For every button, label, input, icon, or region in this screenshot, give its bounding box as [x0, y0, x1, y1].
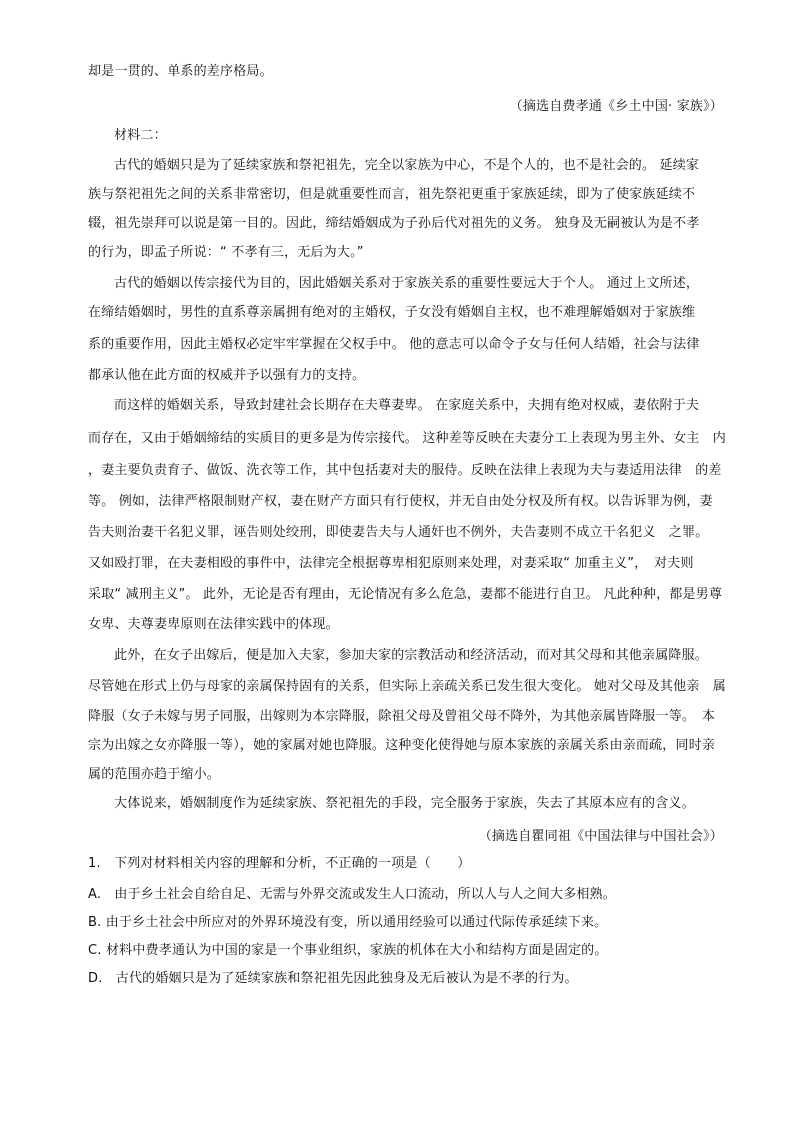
section-heading: 材料二：	[114, 128, 167, 143]
paragraph-line: 女卑、夫尊妻卑原则在法律实践中的体现。	[88, 617, 339, 632]
paragraph-line: ，妻主要负责育子、做饭、洗衣等工作，其中包括妻对夫的服侍。反映在法律上表现为夫与妻适用法律 的差	[88, 463, 722, 478]
paragraph-line: 在缔结婚姻时，男性的直系尊亲属拥有绝对的主婚权，子女没有婚姻自主权，也不难理解婚姻对于家族维	[88, 305, 696, 320]
option-c: C. 材料中费孝通认为中国的家是一个事业组织，家族的机体在大小和结构方面是固定的。	[88, 943, 608, 958]
paragraph-line: 降服（女子未嫁与男子同服，出嫁则为本宗降服，除祖父母及曾祖父母不降外，为其他亲属皆降服一等。 本	[88, 709, 716, 724]
paragraph-line: 告夫则治妻干名犯义罪，诬告则处绞刑，即使妻告夫与人通奸也不例外，夫告妻则不成立干名犯义 之罪。	[88, 525, 709, 540]
paragraph-line: 而存在，又由于婚姻缔结的实质目的更多是为传宗接代。 这种差等反映在夫妻分工上表现为男主外、女主 内	[88, 431, 726, 446]
paragraph-line: 尽管她在形式上仍与母家的亲属保持固有的关系，但实际上亲疏关系已发生很大变化。 她对父母及其他亲 属	[88, 679, 726, 694]
source-citation: （摘选自瞿同祖《中国法律与中国社会》）	[478, 829, 723, 844]
paragraph-line: 系的重要作用，因此主婚权必定牢牢掌握在父权手中。 他的意志可以命令子女与任何人结婚，社会与法律	[88, 337, 700, 352]
paragraph-line: 等。 例如，法律严格限制财产权，妻在财产方面只有行使权，并无自由处分权及所有权。以告诉罪为例，妻	[88, 494, 713, 509]
paragraph-line: 又如殴打罪，在夫妻相殴的事件中，法律完全根据尊卑相犯原则来处理，对妻采取“ 加重主义”， 对夫则	[88, 556, 694, 571]
paragraph-line: 族与祭祀祖先之间的关系非常密切，但是就重要性而言，祖先祭祀更重于家族延续，即为了使家族延续不	[88, 187, 696, 202]
paragraph-line: 的行为，即孟子所说：“ 不孝有三，无后为大。”	[88, 245, 364, 260]
paragraph-line: 古代的婚姻只是为了延续家族和祭祀祖先，完全以家族为中心，不是个人的，也不是社会的。 延续家	[114, 158, 700, 173]
paragraph-line: 大体说来，婚姻制度作为延续家族、祭祀祖先的手段，完全服务于家族，失去了其原本应有的含义。	[114, 796, 695, 811]
paragraph-line: 属的范围亦趋于缩小。	[88, 767, 221, 782]
paragraph-line: 古代的婚姻以传宗接代为目的，因此婚姻关系对于家族关系的重要性要远大于个人。 通过上文所述，	[114, 276, 700, 291]
paragraph-line: 宗为出嫁之女亦降服一等），她的家属对她也降服。这种变化使得她与原本家族的亲属关系由亲而疏，同时亲	[88, 738, 716, 753]
option-a: A. 由于乡土社会自给自足、无需与外界交流或发生人口流动，所以人与人之间大多相熟。	[88, 887, 616, 902]
source-citation: （摘选自费孝通《乡土中国· 家族》）	[509, 99, 723, 114]
option-d: D. 古代的婚姻只是为了延续家族和祭祀祖先因此独身及无后被认为是不孝的行为。	[88, 971, 578, 986]
option-b: B. 由于乡土社会中所应对的外界环境没有变，所以通用经验可以通过代际传承延续下来。	[88, 915, 608, 930]
paragraph-line: 辍，祖先崇拜可以说是第一目的。因此，缔结婚姻成为子孙后代对祖先的义务。 独身及无嗣被认为是不孝	[88, 216, 700, 231]
paragraph-line: 此外，在女子出嫁后，便是加入夫家，参加夫家的宗教活动和经济活动，而对其父母和其他亲属降服。	[114, 648, 709, 663]
question-stem: 1. 下列对材料相关内容的理解和分析，不正确的一项是（ ）	[88, 856, 471, 871]
paragraph-line: 却是一贯的、单系的差序格局。	[88, 64, 273, 79]
paragraph-line: 采取“ 减刑主义”。 此外，无论是否有理由，无论情况有多么危急，妻都不能进行自卫。 凡此种种，都是男尊	[88, 587, 723, 602]
paragraph-line: 都承认他在此方面的权威并予以强有力的支持。	[88, 368, 366, 383]
paragraph-line: 而这样的婚姻关系，导致封建社会长期存在夫尊妻卑。 在家庭关系中，夫拥有绝对权威，妻依附于夫	[114, 398, 700, 413]
